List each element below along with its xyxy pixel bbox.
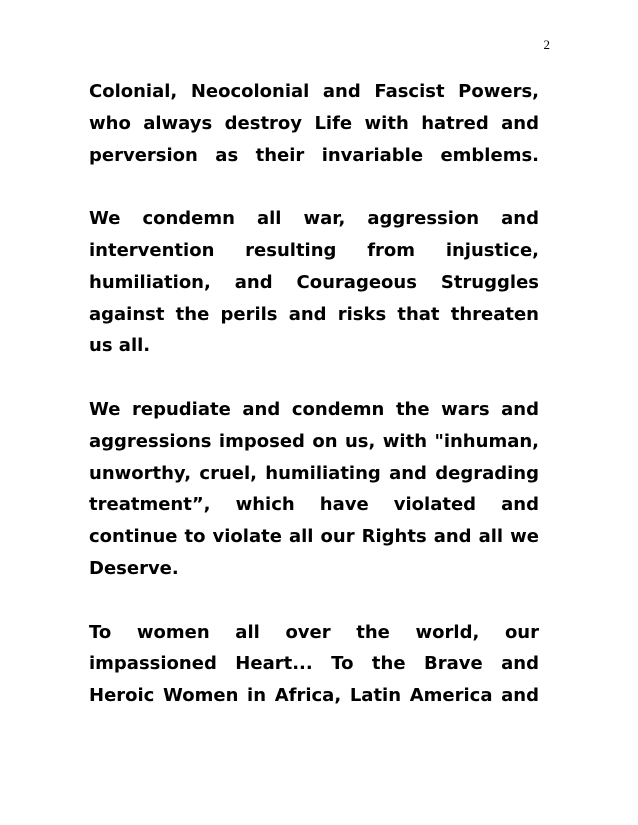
text-line: intervention resulting from injustice, — [89, 239, 539, 261]
text-line: against the perils and risks that threaten — [89, 303, 539, 325]
paragraph-1 — [89, 76, 539, 171]
text-line: who always destroy Life with hatred and — [89, 112, 539, 134]
text-line: We repudiate and condemn the wars and — [89, 398, 539, 420]
text-line: Deserve. — [89, 557, 179, 579]
paragraph-3 — [89, 394, 539, 585]
page-number: 2 — [543, 37, 550, 52]
text-line: Colonial, Neocolonial and Fascist Powers, — [89, 81, 539, 102]
text-line: We condemn all war, aggression and — [89, 208, 539, 230]
text-line: continue to violate all our Rights and all we — [89, 526, 539, 548]
text-line: humiliation, and Courageous Struggles — [89, 271, 539, 293]
text-line: aggressions imposed on us, with "inhuman, — [89, 430, 539, 452]
text-line: impassioned Heart... To the Brave and — [89, 653, 539, 675]
paragraph-2 — [89, 203, 539, 362]
text-line: us all. — [89, 335, 151, 357]
text-line: perversion as their invariable emblems. — [89, 144, 539, 166]
text-line: To women all over the world, our — [89, 621, 539, 643]
text-line: unworthy, cruel, humiliating and degrading — [89, 462, 539, 484]
document-body — [89, 76, 539, 744]
text-line: treatment”, which have violated and — [89, 494, 539, 516]
text-line: Heroic Women in Africa, Latin America and — [89, 685, 539, 707]
paragraph-4 — [89, 617, 539, 712]
